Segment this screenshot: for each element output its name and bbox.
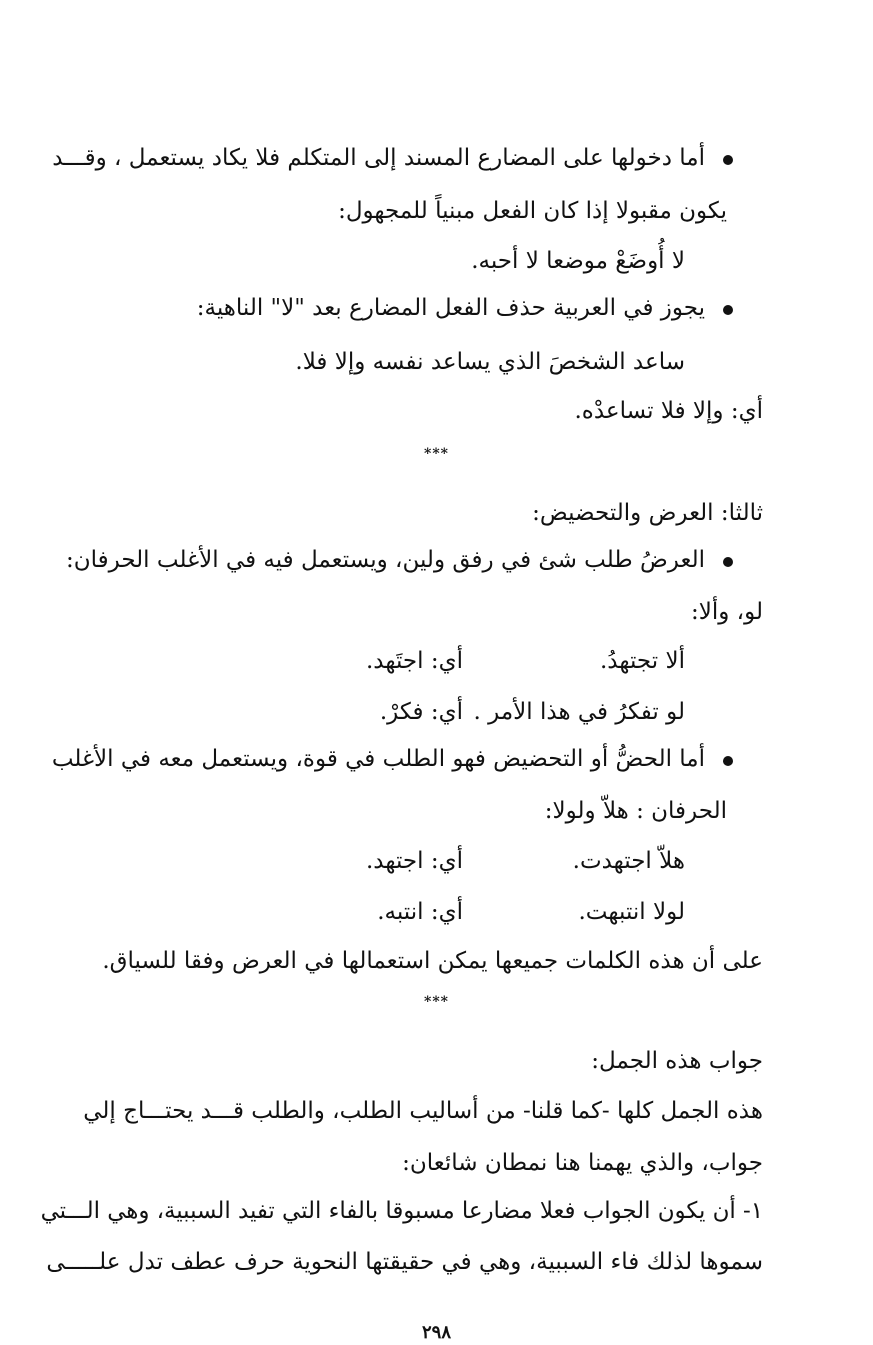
- text-line: الحرفان : هلاّ ولولا:: [544, 798, 727, 824]
- example-line: لولا انتبهت.: [578, 899, 685, 925]
- text-line: سموها لذلك فاء السببية، وهي في حقيقتها النحوية حرف عطف تدل علـــــى: [46, 1249, 763, 1275]
- example-line: ألا تجتهدُ.: [600, 648, 685, 674]
- text-line: العرضُ طلب شئ في رفق ولين، ويستعمل فيه في الأغلب الحرفان:: [65, 547, 705, 573]
- text-line: أما الحضُّ أو التحضيض فهو الطلب في قوة، ويستعمل معه في الأغلب: [51, 746, 705, 772]
- bullet-1: [723, 155, 733, 165]
- text-line: أما دخولها على المضارع المسند إلى المتكلم فلا يكاد يستعمل ، وقـــد: [52, 145, 705, 171]
- section-heading: جواب هذه الجمل:: [591, 1048, 763, 1074]
- example-gloss: أي: اجتَهد.: [366, 648, 463, 674]
- example-gloss: أي: انتبه.: [377, 899, 463, 925]
- example-line: لا أُوضَعْ موضعا لا أحبه.: [471, 248, 685, 274]
- text-line: يجوز في العربية حذف الفعل المضارع بعد "لا" الناهية:: [196, 295, 705, 321]
- text-line: يكون مقبولا إذا كان الفعل مبنياً للمجهول:: [338, 198, 727, 224]
- text-line: جواب، والذي يهمنا هنا نمطان شائعان:: [402, 1150, 763, 1176]
- bullet-3: [723, 557, 733, 567]
- text-line: ١- أن يكون الجواب فعلا مضارعا مسبوقا بالفاء التي تفيد السببية، وهي الـــتي: [40, 1198, 763, 1224]
- section-separator: ***: [424, 994, 449, 1010]
- example-line: ساعد الشخصَ الذي يساعد نفسه وإلا فلا.: [295, 349, 685, 375]
- example-gloss: أي: اجتهد.: [366, 848, 463, 874]
- bullet-2: [723, 305, 733, 315]
- section-heading: ثالثا: العرض والتحضيض:: [532, 500, 763, 526]
- text-line: على أن هذه الكلمات جميعها يمكن استعمالها في العرض وفقا للسياق.: [102, 948, 763, 974]
- text-line: أي: وإلا فلا تساعدْه.: [574, 398, 763, 424]
- text-line: لو، وألا:: [691, 599, 763, 625]
- example-gloss: أي: فكرْ.: [379, 699, 463, 725]
- example-line: هلاّ اجتهدت.: [572, 848, 685, 874]
- page-number: ٢٩٨: [421, 1322, 451, 1343]
- section-separator: ***: [424, 446, 449, 462]
- example-line: لو تفكرُ في هذا الأمر .: [473, 699, 685, 725]
- bullet-4: [723, 756, 733, 766]
- text-line: هذه الجمل كلها -كما قلنا- من أساليب الطلب، والطلب قـــد يحتـــاج إلي: [83, 1098, 763, 1124]
